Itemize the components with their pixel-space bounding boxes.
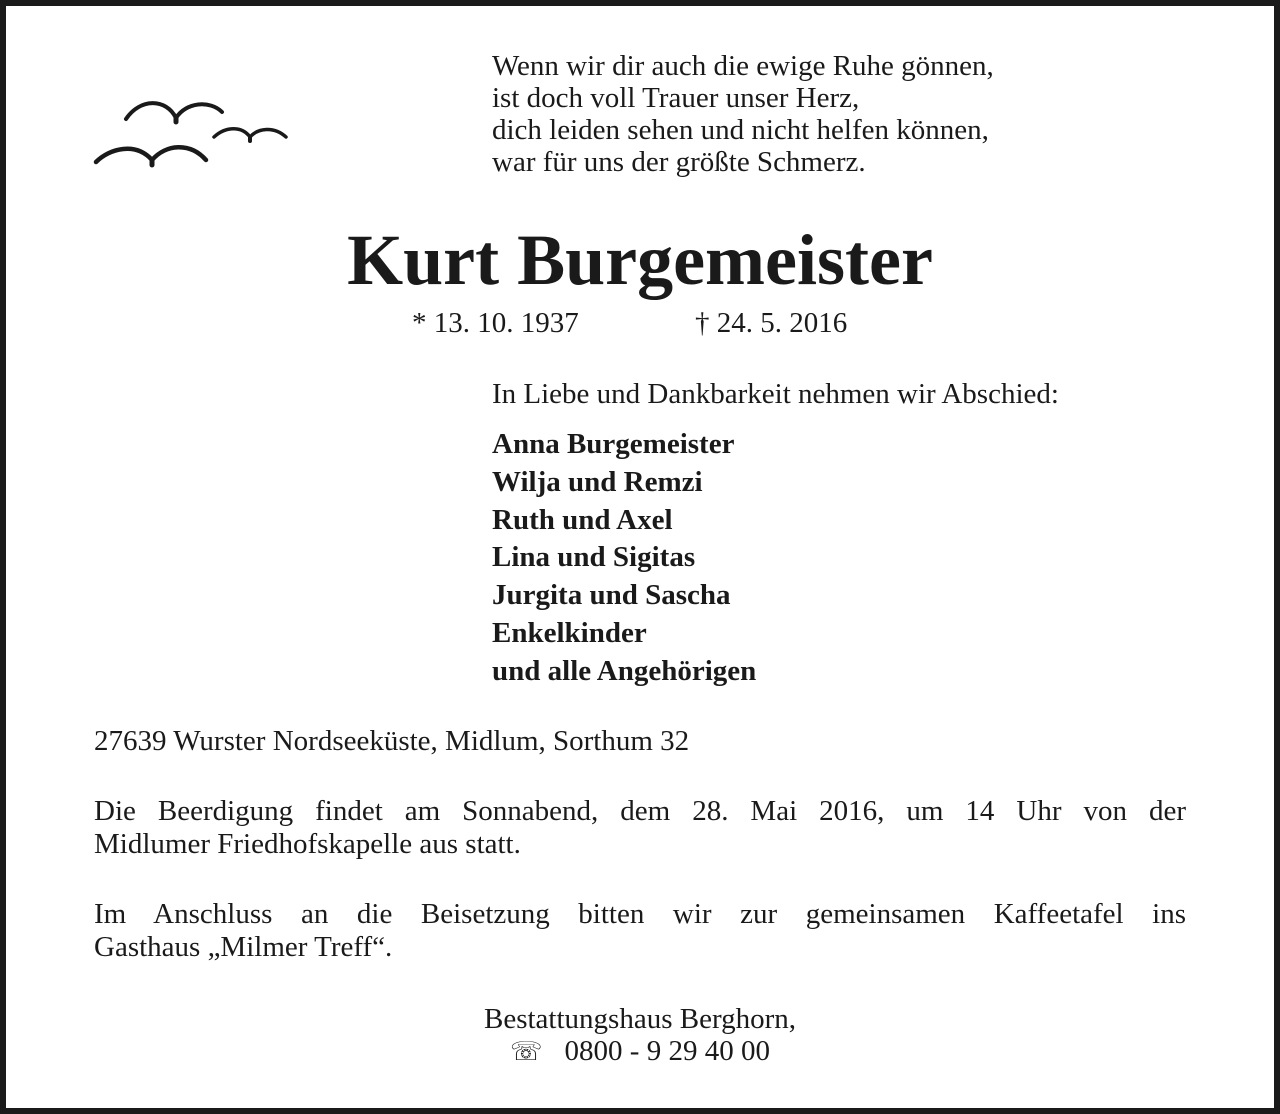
funeral-details <box>94 795 1186 861</box>
funeral-line: Die Beerdigung findet am Sonnabend, dem 28. Mai 2016, um 14 Uhr von der <box>94 795 1186 827</box>
mourner-name: Wilja und Remzi <box>492 465 703 498</box>
mourner-name: und alle Angehörigen <box>492 654 757 687</box>
poem-line: ist doch voll Trauer unser Herz, <box>492 82 860 114</box>
birth-date: * 13. 10. 1937 <box>412 307 579 339</box>
reception-details <box>94 898 1186 964</box>
mourners-list <box>492 426 756 691</box>
funeral-line: Midlumer Friedhofskapelle aus statt. <box>94 828 521 860</box>
birds-icon <box>92 92 292 172</box>
reception-line: Im Anschluss an die Beisetzung bitten wir zur gemeinsamen Kaffeetafel ins <box>94 898 1186 930</box>
mourner-name: Ruth und Axel <box>492 503 673 536</box>
telephone-icon: ☏ <box>510 1037 543 1067</box>
poem <box>492 50 1192 178</box>
undertaker-phone: 0800 - 9 29 40 00 <box>564 1035 770 1067</box>
poem-line: war für uns der größte Schmerz. <box>492 146 866 178</box>
farewell-intro: In Liebe und Dankbarkeit nehmen wir Abschied: <box>492 378 1059 410</box>
mourner-name: Lina und Sigitas <box>492 541 696 574</box>
undertaker-phone-line <box>0 1034 1280 1069</box>
poem-line: dich leiden sehen und nicht helfen können, <box>492 114 989 146</box>
death-date: † 24. 5. 2016 <box>695 307 848 339</box>
family-address: 27639 Wurster Nordseeküste, Midlum, Sorthum 32 <box>94 725 690 757</box>
mourner-name: Jurgita und Sascha <box>492 579 731 612</box>
mourner-name: Anna Burgemeister <box>492 428 735 460</box>
mourner-name: Enkelkinder <box>492 616 647 649</box>
undertaker-name: Bestattungshaus Berghorn, <box>484 1003 796 1035</box>
poem-line: Wenn wir dir auch die ewige Ruhe gönnen, <box>492 50 994 82</box>
reception-line: Gasthaus „Milmer Treff“. <box>94 931 393 963</box>
deceased-name: Kurt Burgemeister <box>347 220 933 300</box>
